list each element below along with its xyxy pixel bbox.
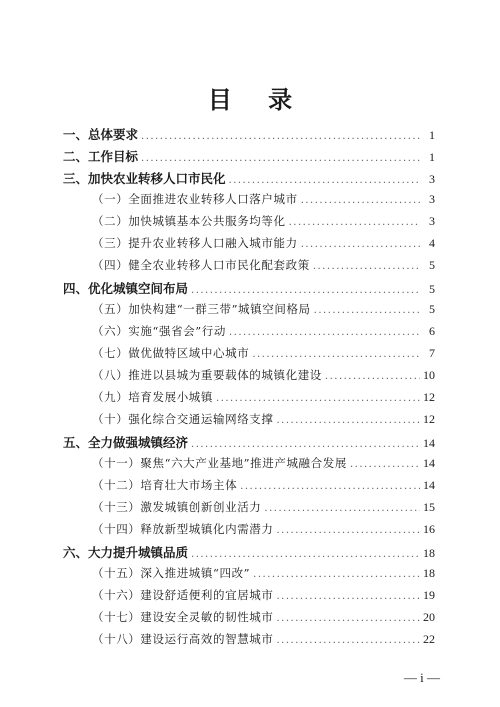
toc-page-number: 7 bbox=[429, 346, 435, 360]
toc-entry-section[interactable] bbox=[63, 433, 435, 453]
toc-entry-label: （十二）培育壮大市场主体 bbox=[92, 478, 238, 492]
toc-page-number: 22 bbox=[423, 632, 435, 646]
toc-page-number: 14 bbox=[423, 478, 435, 492]
dot-leader bbox=[264, 503, 420, 514]
toc-entry-label: （十三）激发城镇创新创业活力 bbox=[92, 500, 262, 514]
dot-leader bbox=[253, 569, 420, 580]
toc-entry-label: 一、总体要求 bbox=[63, 127, 139, 142]
toc-entry-subsection[interactable] bbox=[92, 213, 435, 233]
toc-entry-label: （五）加快构建“一群三带”城镇空间格局 bbox=[92, 302, 311, 316]
toc-page-number: 12 bbox=[423, 412, 435, 426]
toc-entry-label: 四、优化城镇空间布局 bbox=[63, 281, 189, 296]
dot-leader bbox=[277, 525, 421, 536]
dot-leader bbox=[191, 439, 420, 450]
toc-entry-label: （一）全面推进农业转移人口落户城市 bbox=[92, 192, 298, 206]
toc-page-number: 6 bbox=[429, 324, 435, 338]
toc-page-number: 3 bbox=[429, 192, 435, 206]
toc-entry-label: （六）实施“强省会”行动 bbox=[92, 324, 226, 338]
toc-page-number: 5 bbox=[429, 258, 435, 272]
toc-entry-subsection[interactable] bbox=[92, 631, 435, 651]
toc-page-number: 3 bbox=[429, 172, 435, 186]
toc-entry-label: （十七）建设安全灵敏的韧性城市 bbox=[92, 610, 274, 624]
toc-entry-section[interactable] bbox=[63, 147, 435, 167]
toc-entry-label: （九）培育发展小城镇 bbox=[92, 390, 213, 404]
toc-entry-label: （十四）释放新型城镇化内需潜力 bbox=[92, 522, 274, 536]
toc-page-number: 10 bbox=[423, 368, 435, 382]
toc-page-number: 16 bbox=[423, 522, 435, 536]
toc-entry-subsection[interactable] bbox=[92, 609, 435, 629]
toc-entry-subsection[interactable] bbox=[92, 389, 435, 409]
dot-leader bbox=[240, 481, 420, 492]
dot-leader bbox=[191, 549, 420, 560]
dot-leader bbox=[277, 613, 421, 624]
dot-leader bbox=[277, 635, 421, 646]
toc-page-number: 5 bbox=[429, 302, 435, 316]
toc-entry-label: （十）强化综合交通运输网络支撑 bbox=[92, 412, 274, 426]
toc-page-number: 5 bbox=[429, 282, 435, 296]
dot-leader bbox=[229, 175, 420, 186]
toc-entry-label: （十六）建设舒适便利的宜居城市 bbox=[92, 588, 274, 602]
toc-entry-label: （七）做优做特区域中心城市 bbox=[92, 346, 250, 360]
dot-leader bbox=[325, 371, 420, 382]
toc-entry-subsection[interactable] bbox=[92, 521, 435, 541]
toc-entry-subsection[interactable] bbox=[92, 565, 435, 585]
toc-entry-section[interactable] bbox=[63, 169, 435, 189]
toc-entry-label: （八）推进以县城为重要载体的城镇化建设 bbox=[92, 368, 322, 382]
toc-entry-subsection[interactable] bbox=[92, 323, 435, 343]
toc-page-number: 19 bbox=[423, 588, 435, 602]
dot-leader bbox=[191, 285, 420, 296]
toc-page-number: 18 bbox=[423, 566, 435, 580]
toc-entry-subsection[interactable] bbox=[92, 455, 435, 475]
toc-page-number: 3 bbox=[429, 214, 435, 228]
toc-entry-subsection[interactable] bbox=[92, 411, 435, 431]
toc-entry-section[interactable] bbox=[63, 125, 435, 145]
dot-leader bbox=[229, 327, 420, 338]
dot-leader bbox=[314, 305, 420, 316]
toc-entry-subsection[interactable] bbox=[92, 235, 435, 255]
toc-entry-label: 五、全力做强城镇经济 bbox=[63, 435, 189, 450]
toc-entry-label: （二）加快城镇基本公共服务均等化 bbox=[92, 214, 286, 228]
toc-entry-label: 三、加快农业转移人口市民化 bbox=[63, 171, 226, 186]
dot-leader bbox=[301, 195, 420, 206]
dot-leader bbox=[350, 459, 420, 470]
toc-entry-subsection[interactable] bbox=[92, 587, 435, 607]
toc-page-number: 14 bbox=[423, 436, 435, 450]
toc-entry-subsection[interactable] bbox=[92, 257, 435, 277]
toc-page-number: 1 bbox=[429, 128, 435, 142]
toc-entry-section[interactable] bbox=[63, 543, 435, 563]
toc-page-number: 12 bbox=[423, 390, 435, 404]
toc-entry-label: （四）健全农业转移人口市民化配套政策 bbox=[92, 258, 310, 272]
toc-entry-label: （十一）聚焦“六大产业基地”推进产城融合发展 bbox=[92, 456, 347, 470]
toc-entry-subsection[interactable] bbox=[92, 477, 435, 497]
dot-leader bbox=[141, 153, 420, 164]
toc-page-number: 20 bbox=[423, 610, 435, 624]
toc-page-number: 1 bbox=[429, 150, 435, 164]
toc-entry-section[interactable] bbox=[63, 279, 435, 299]
toc-page-number: 15 bbox=[423, 500, 435, 514]
toc-page-number: 14 bbox=[423, 456, 435, 470]
toc-entry-subsection[interactable] bbox=[92, 367, 435, 387]
dot-leader bbox=[289, 217, 420, 228]
toc-entry-subsection[interactable] bbox=[92, 301, 435, 321]
toc-entry-label: 六、大力提升城镇品质 bbox=[63, 545, 189, 560]
toc-entry-subsection[interactable] bbox=[92, 345, 435, 365]
dot-leader bbox=[252, 349, 420, 360]
toc-page-number: 18 bbox=[423, 546, 435, 560]
page-footer-number: — i — bbox=[403, 670, 440, 685]
toc-entry-label: （十八）建设运行高效的智慧城市 bbox=[92, 632, 274, 646]
toc-entry-label: （十五）深入推进城镇“四改” bbox=[92, 566, 251, 580]
toc-entry-subsection[interactable] bbox=[92, 499, 435, 519]
dot-leader bbox=[141, 131, 420, 142]
page-title: 目 录 bbox=[207, 85, 307, 114]
dot-leader bbox=[277, 591, 421, 602]
toc-page-number: 4 bbox=[429, 236, 435, 250]
dot-leader bbox=[313, 261, 420, 272]
toc-entry-label: （三）提升农业转移人口融入城市能力 bbox=[92, 236, 298, 250]
toc-entry-subsection[interactable] bbox=[92, 191, 435, 211]
dot-leader bbox=[301, 239, 420, 250]
dot-leader bbox=[277, 415, 421, 426]
toc-entry-label: 二、工作目标 bbox=[63, 149, 139, 164]
dot-leader bbox=[216, 393, 420, 404]
